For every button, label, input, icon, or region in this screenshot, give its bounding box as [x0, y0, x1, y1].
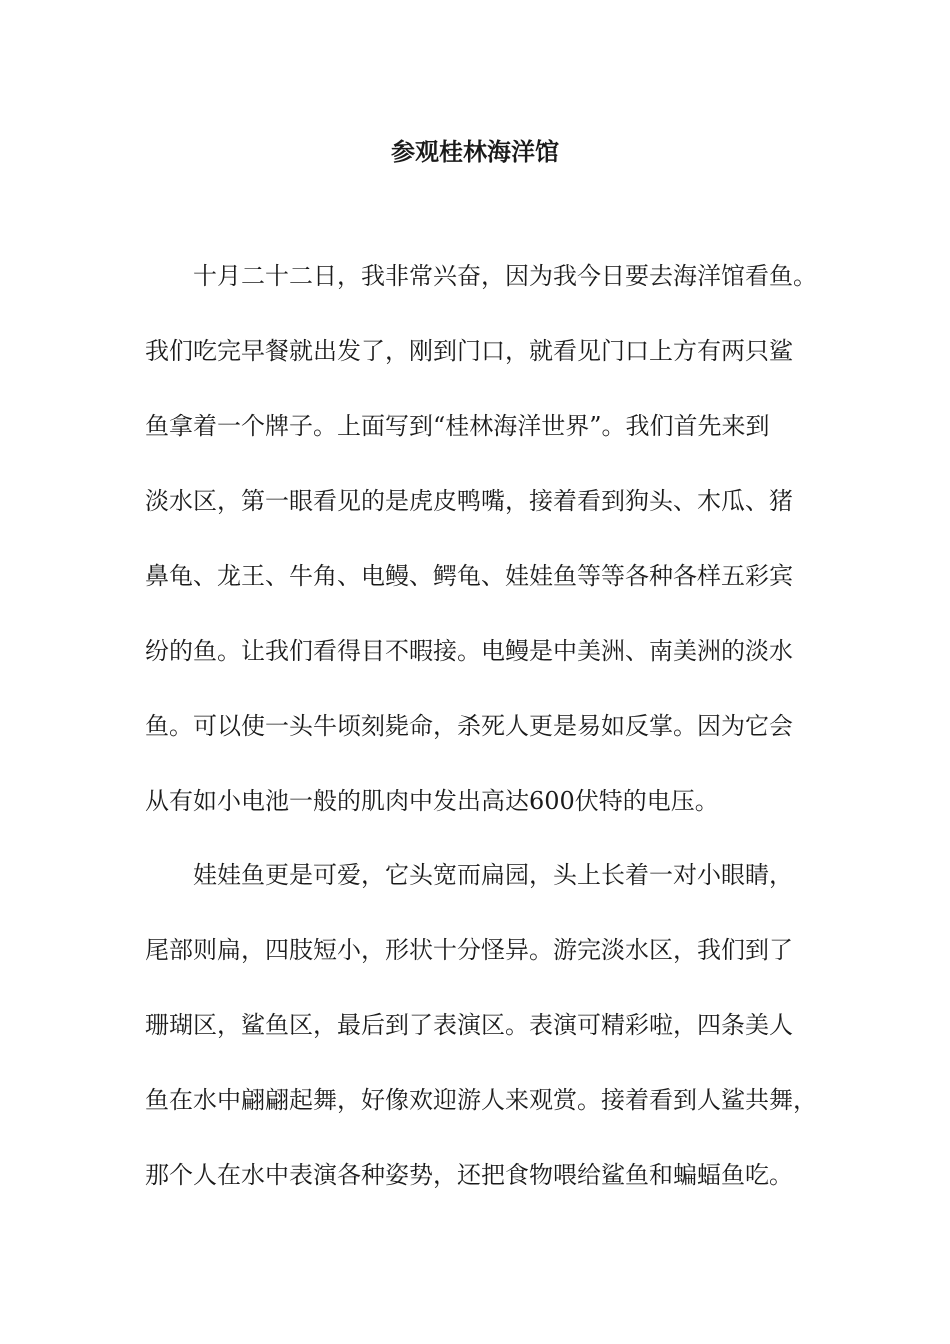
paragraph-line: 鼻龟、龙王、牛角、电鳗、鳄龟、娃娃鱼等等各种各样五彩宾: [145, 562, 793, 590]
paragraph-line: 我们吃完早餐就出发了，刚到门口，就看见门口上方有两只鲨: [145, 337, 793, 365]
paragraph-line: 鱼。可以使一头牛顷刻毙命，杀死人更是易如反掌。因为它会: [145, 712, 793, 740]
paragraph-line: 十月二十二日，我非常兴奋，因为我今日要去海洋馆看鱼。: [193, 262, 817, 290]
paragraph-line: 从有如小电池一般的肌肉中发出高达600伏特的电压。: [145, 787, 719, 815]
paragraph-line: 那个人在水中表演各种姿势，还把食物喂给鲨鱼和蝙蝠鱼吃。: [145, 1161, 793, 1189]
paragraph-line: 珊瑚区，鲨鱼区，最后到了表演区。表演可精彩啦，四条美人: [145, 1011, 793, 1039]
paragraph-line: 鱼拿着一个牌子。上面写到“桂林海洋世界”。我们首先来到: [145, 412, 770, 440]
paragraph-line: 娃娃鱼更是可爱，它头宽而扁园，头上长着一对小眼睛，: [193, 861, 793, 889]
paragraph-line: 尾部则扁，四肢短小，形状十分怪异。游完淡水区，我们到了: [145, 936, 793, 964]
document-title: 参观桂林海洋馆: [391, 137, 559, 166]
paragraph-line: 淡水区，第一眼看见的是虎皮鸭嘴，接着看到狗头、木瓜、猪: [145, 487, 793, 515]
paragraph-line: 纷的鱼。让我们看得目不暇接。电鳗是中美洲、南美洲的淡水: [145, 637, 793, 665]
paragraph-line: 鱼在水中翩翩起舞，好像欢迎游人来观赏。接着看到人鲨共舞，: [145, 1086, 817, 1114]
